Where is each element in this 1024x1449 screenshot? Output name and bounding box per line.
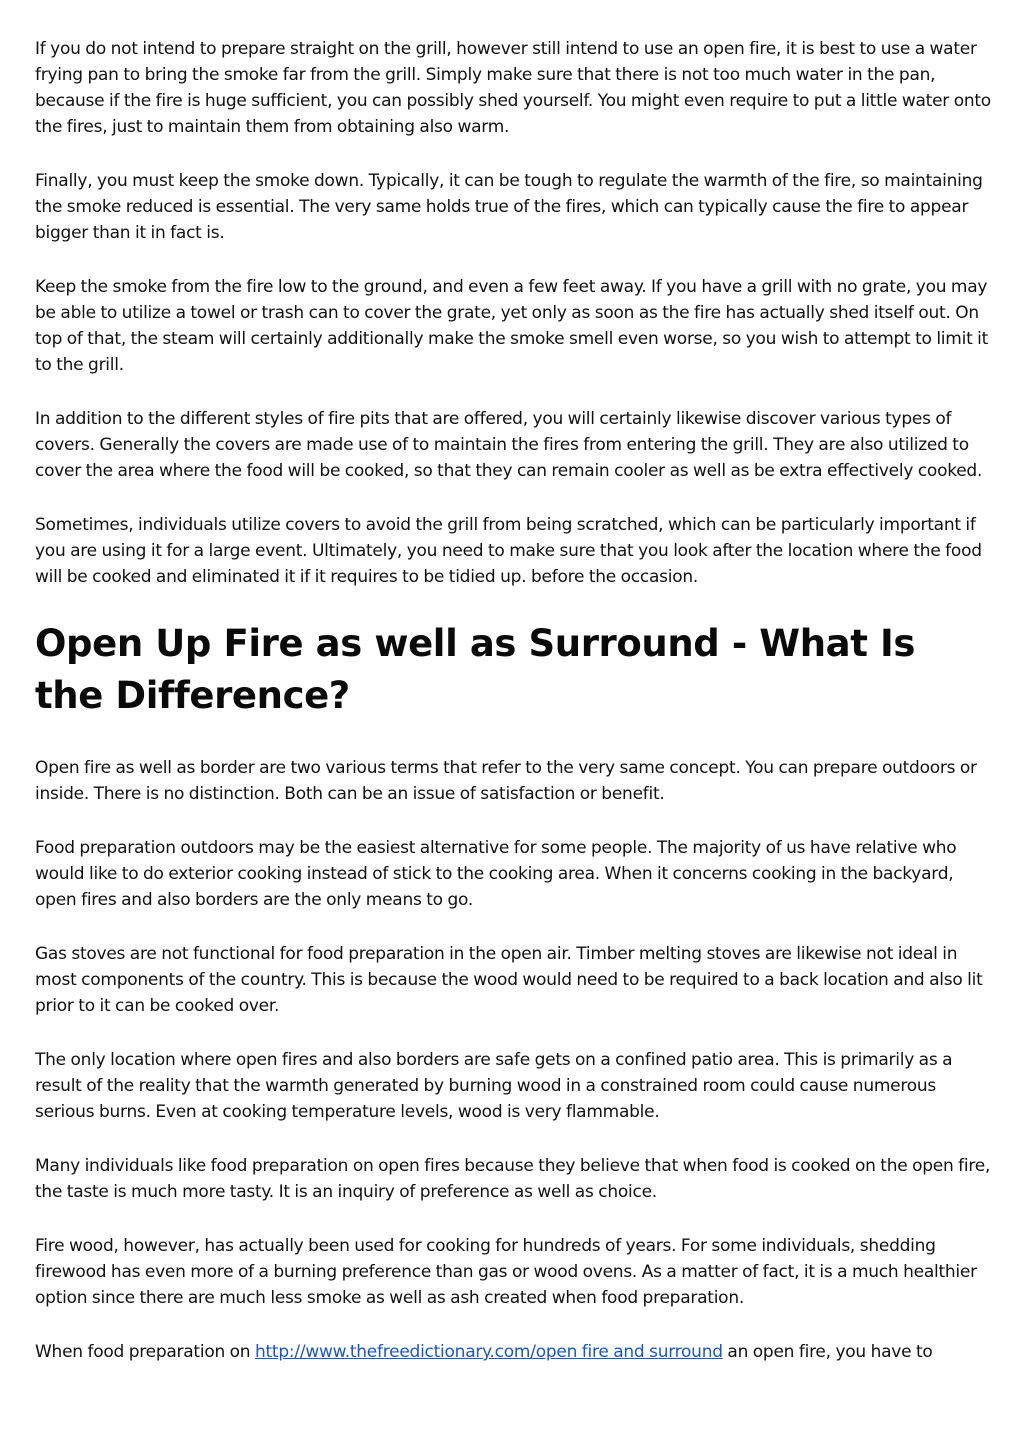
dictionary-link[interactable]: http://www.thefreedictionary.com/open fire and surround — [254, 1342, 723, 1362]
paragraph-scratched: Sometimes, individuals utilize covers to avoid the grill from being scratched, which can be particularly important if you are using it for a large event. Ultimately, you need to make sure that you look after the location where the food will be cooked and eliminated it if it requires to be tidied up. before the occasion. — [35, 515, 982, 587]
last-paragraph-prefix: When food preparation on — [35, 1342, 255, 1362]
paragraph-last — [35, 1339, 993, 1365]
paragraph-fire-wood: Fire wood, however, has actually been used for cooking for hundreds of years. For some individuals, shedding firewood has even more of a burning preference than gas or wood ovens. As a matter of fact, it is a much healthier option since there are much less smoke as well as ash created when food preparation. — [35, 1236, 977, 1308]
last-paragraph-suffix: an open fire, you have to — [722, 1342, 933, 1362]
paragraph-smoke-low: Keep the smoke from the fire low to the ground, and even a few feet away. If you have a grill with no grate, you may be able to utilize a towel or trash can to cover the grate, yet only as soon as the fire has actually shed itself out. On top of that, the steam will certainly additionally make the smoke smell even worse, so you wish to attempt to limit it to the grill. — [35, 277, 989, 375]
article-body — [35, 36, 993, 1393]
paragraph-two-terms: Open fire as well as border are two various terms that refer to the very same concept. You can prepare outdoors or inside. There is no distinction. Both can be an issue of satisfaction or benefit. — [35, 758, 977, 804]
paragraph-taste: Many individuals like food preparation on open fires because they believe that when food is cooked on the open fire, the taste is much more tasty. It is an inquiry of preference as well as choice. — [35, 1156, 991, 1202]
paragraph-gas-stoves: Gas stoves are not functional for food preparation in the open air. Timber melting stoves are likewise not ideal in most components of the country. This is because the wood would need to be required to a back location and also lit prior to it can be cooked over. — [35, 944, 983, 1016]
paragraph-covers: In addition to the different styles of fire pits that are offered, you will certainly likewise discover various types of covers. Generally the covers are made use of to maintain the fires from entering the grill. They are also utilized to cover the area where the food will be cooked, so that they can remain cooler as well as be extra effectively cooked. — [35, 409, 983, 481]
paragraph-water-pan: If you do not intend to prepare straight on the grill, however still intend to use an open fire, it is best to use a water frying pan to bring the smoke far from the grill. Simply make sure that there is not too much water in the pan, because if the fire is huge sufficient, you can possibly shed yourself. You might even require to put a little water onto the fires, just to maintain them from obtaining also warm. — [35, 39, 991, 137]
paragraph-patio: The only location where open fires and also borders are safe gets on a confined patio area. This is primarily as a result of the reality that the warmth generated by burning wood in a constrained room could cause numerous serious burns. Even at cooking temperature levels, wood is very flammable. — [35, 1050, 953, 1122]
section-heading: Open Up Fire as well as Surround - What Is the Difference? — [35, 622, 915, 717]
paragraph-smoke-down: Finally, you must keep the smoke down. Typically, it can be tough to regulate the warmth of the fire, so maintaining the smoke reduced is essential. The very same holds true of the fires, which can typically cause the fire to appear bigger than it in fact is. — [35, 171, 983, 243]
paragraph-outdoors: Food preparation outdoors may be the easiest alternative for some people. The majority of us have relative who would like to do exterior cooking instead of stick to the cooking area. When it concerns cooking in the backyard, open fires and also borders are the only means to go. — [35, 838, 957, 910]
